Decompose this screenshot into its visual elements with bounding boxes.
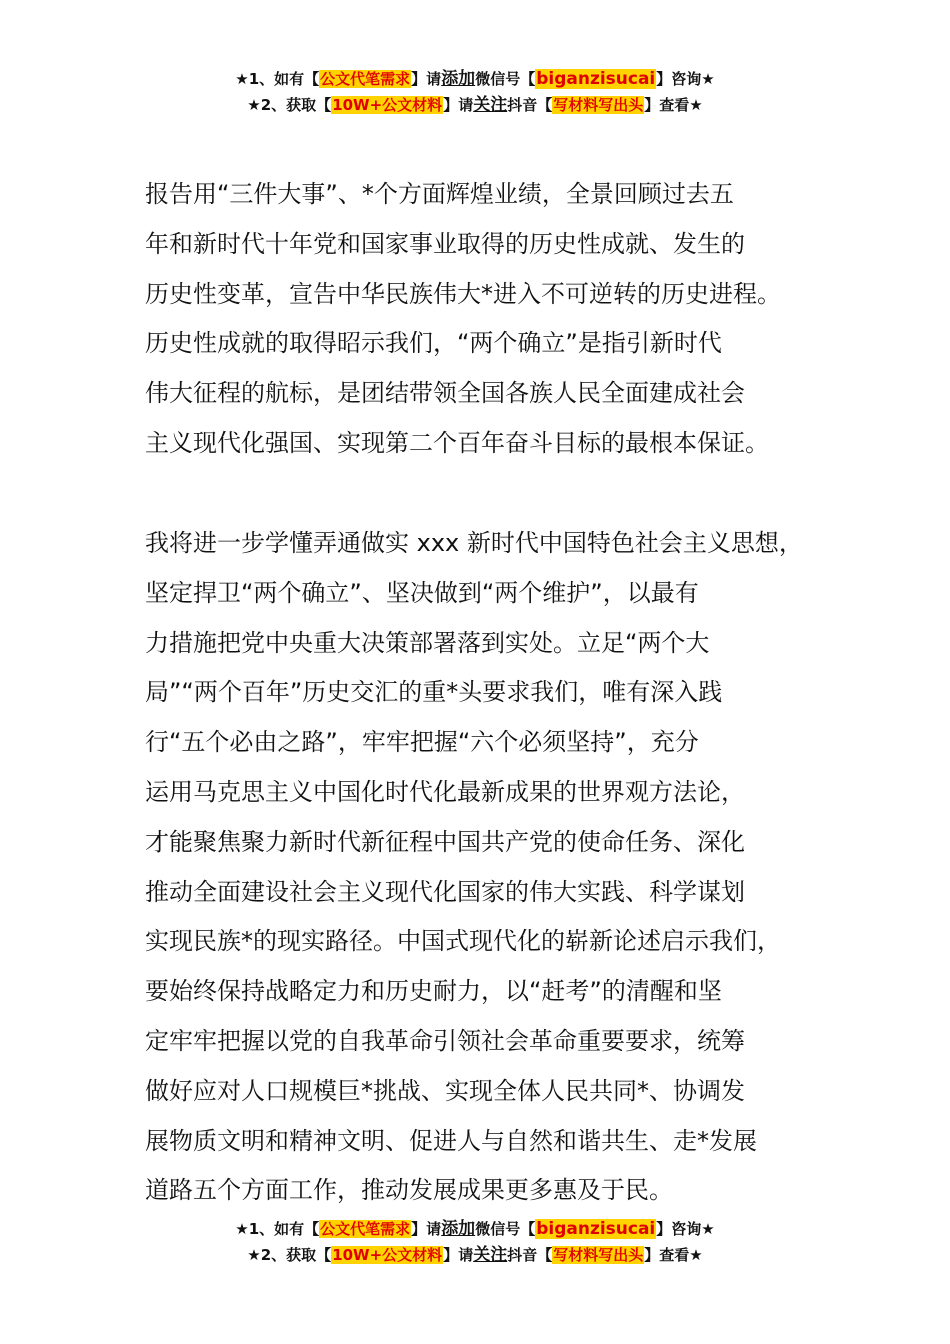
promo-line-1 xyxy=(0,66,950,92)
promo-text: 抖音【 xyxy=(507,96,553,114)
promo-text: 】请 xyxy=(443,96,474,114)
paragraph-line: 坚定捍卫“两个确立”、坚决做到“两个维护”，以最有 xyxy=(145,578,699,607)
promo-text: 微信号【 xyxy=(475,70,536,88)
promo-line-2 xyxy=(0,92,950,118)
paragraph-line: 历史性变革，宣告中华民族伟大*进入不可逆转的历史进程。 xyxy=(145,279,781,308)
paragraph-line: 报告用“三件大事”、*个方面辉煌业绩，全景回顾过去五 xyxy=(145,180,734,208)
promo-underlined-text: 关注 xyxy=(473,95,508,115)
promo-underlined-text: 关注 xyxy=(473,1245,508,1265)
promo-text: 抖音【 xyxy=(507,1246,553,1264)
paragraph-line: 年和新时代十年党和国家事业取得的历史性成就、发生的 xyxy=(145,229,745,258)
promo-text: 】请 xyxy=(411,1220,442,1238)
promo-highlight-service: 公文代笔需求 xyxy=(320,1220,411,1238)
paragraph-line: 局”“两个百年”历史交汇的重*头要求我们，唯有深入践 xyxy=(145,678,723,707)
promo-text: 】请 xyxy=(411,70,442,88)
paragraph-line: 运用马克思主义中国化时代化最新成果的世界观方法论， xyxy=(145,777,745,806)
paragraph-line: 力措施把党中央重大决策部署落到实处。立足“两个大 xyxy=(145,628,710,657)
paragraph-line: 定牢牢把握以党的自我革命引领社会革命重要要求，统筹 xyxy=(145,1026,745,1055)
promo-underlined-text: 添加 xyxy=(441,69,476,89)
promo-highlight-materials: 10W+公文材料 xyxy=(332,1246,443,1264)
paragraph-line: 推动全面建设社会主义现代化国家的伟大实践、科学谋划 xyxy=(145,877,745,906)
paragraph-line: 做好应对人口规模巨*挑战、实现全体人民共同*、协调发 xyxy=(145,1076,745,1105)
promo-highlight-douyin-id: 写材料写出头 xyxy=(553,96,644,114)
promo-text: 】请 xyxy=(443,1246,474,1264)
paragraph-line: 主义现代化强国、实现第二个百年奋斗目标的最根本保证。 xyxy=(145,428,769,457)
promo-text: 】咨询★ xyxy=(656,70,715,88)
paragraph-line: 伟大征程的航标，是团结带领全国各族人民全面建成社会 xyxy=(145,379,745,408)
promo-highlight-service: 公文代笔需求 xyxy=(320,70,411,88)
paragraph-line: 历史性成就的取得昭示我们，“两个确立”是指引新时代 xyxy=(145,329,722,358)
promo-highlight-wechat-id: biganzisucai xyxy=(536,1219,656,1239)
body-paragraph-1 xyxy=(145,170,835,469)
promo-text: ★1、如有【 xyxy=(235,1220,320,1238)
paragraph-line: 才能聚焦聚力新时代新征程中国共产党的使命任务、深化 xyxy=(145,827,745,856)
body-paragraph-2 xyxy=(145,519,835,1216)
paragraph-line: 展物质文明和精神文明、促进人与自然和谐共生、走*发展 xyxy=(145,1126,757,1155)
promo-highlight-materials: 10W+公文材料 xyxy=(332,96,443,114)
paragraph-line: 行“五个必由之路”，牢牢把握“六个必须坚持”，充分 xyxy=(145,728,699,757)
promo-highlight-wechat-id: biganzisucai xyxy=(536,69,656,89)
promo-line-2 xyxy=(0,1242,950,1268)
paragraph-line: 我将进一步学懂弄通做实 xxx 新时代中国特色社会主义思想， xyxy=(145,529,803,557)
promo-highlight-douyin-id: 写材料写出头 xyxy=(553,1246,644,1264)
promo-text: 】咨询★ xyxy=(656,1220,715,1238)
promo-underlined-text: 添加 xyxy=(441,1219,476,1239)
promo-text: ★2、获取【 xyxy=(247,1246,332,1264)
paragraph-line: 实现民族*的现实路径。中国式现代化的崭新论述启示我们， xyxy=(145,927,781,956)
paragraph-line: 要始终保持战略定力和历史耐力，以“赶考”的清醒和坚 xyxy=(145,977,722,1006)
promo-text: ★2、获取【 xyxy=(247,96,332,114)
promo-text: ★1、如有【 xyxy=(235,70,320,88)
promo-text: 】查看★ xyxy=(644,96,703,114)
promo-banner-top xyxy=(0,66,950,118)
paragraph-line: 道路五个方面工作，推动发展成果更多惠及于民。 xyxy=(145,1176,673,1205)
promo-text: 微信号【 xyxy=(475,1220,536,1238)
promo-banner-bottom xyxy=(0,1216,950,1268)
promo-line-1 xyxy=(0,1216,950,1242)
promo-text: 】查看★ xyxy=(644,1246,703,1264)
